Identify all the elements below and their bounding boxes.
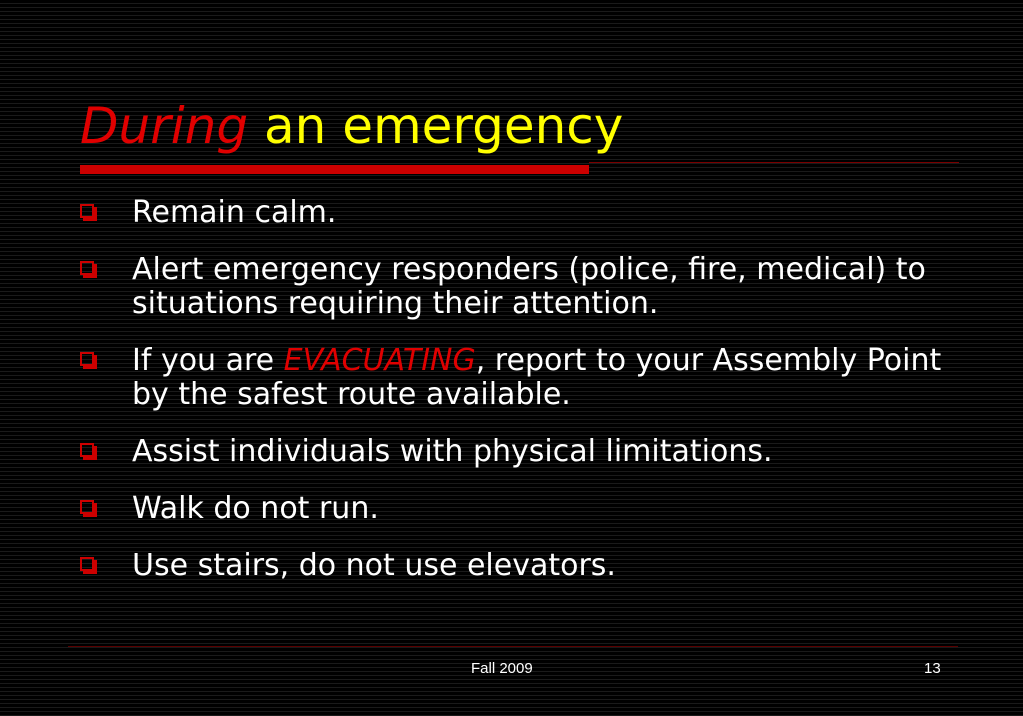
bullet-item bbox=[80, 196, 980, 230]
bullet-emphasis: EVACUATING bbox=[283, 343, 476, 378]
page-number: 13 bbox=[924, 660, 941, 677]
bullet-item bbox=[80, 549, 980, 583]
bullet-item bbox=[80, 492, 980, 526]
bullet-item bbox=[80, 253, 980, 321]
checkbox-bullet-icon bbox=[80, 557, 94, 571]
footer-rule bbox=[68, 646, 958, 647]
bullet-item bbox=[80, 344, 980, 412]
bullet-list bbox=[80, 196, 980, 606]
checkbox-bullet-icon bbox=[80, 443, 94, 457]
checkbox-bullet-icon bbox=[80, 204, 94, 218]
title-underline-bar bbox=[80, 165, 589, 174]
bullet-text: Remain calm. bbox=[132, 195, 337, 230]
title-emphasis: During bbox=[80, 97, 249, 155]
bullet-text-pre: If you are bbox=[132, 343, 284, 378]
checkbox-bullet-icon bbox=[80, 261, 94, 275]
bullet-text: Walk do not run. bbox=[132, 491, 379, 526]
checkbox-bullet-icon bbox=[80, 500, 94, 514]
checkbox-bullet-icon bbox=[80, 352, 94, 366]
bullet-item bbox=[80, 435, 980, 469]
footer-date: Fall 2009 bbox=[471, 660, 533, 677]
bullet-text: Alert emergency responders (police, fire, medical) to situations requiring their attention. bbox=[132, 252, 926, 321]
title-underline-rule bbox=[589, 162, 959, 163]
bullet-text-post: , report to your Assembly Point by the safest route available. bbox=[132, 343, 942, 412]
slide-title bbox=[80, 96, 623, 156]
title-text: an emergency bbox=[263, 97, 624, 155]
bullet-text: Assist individuals with physical limitations. bbox=[132, 434, 773, 469]
bullet-text: Use stairs, do not use elevators. bbox=[132, 548, 616, 583]
